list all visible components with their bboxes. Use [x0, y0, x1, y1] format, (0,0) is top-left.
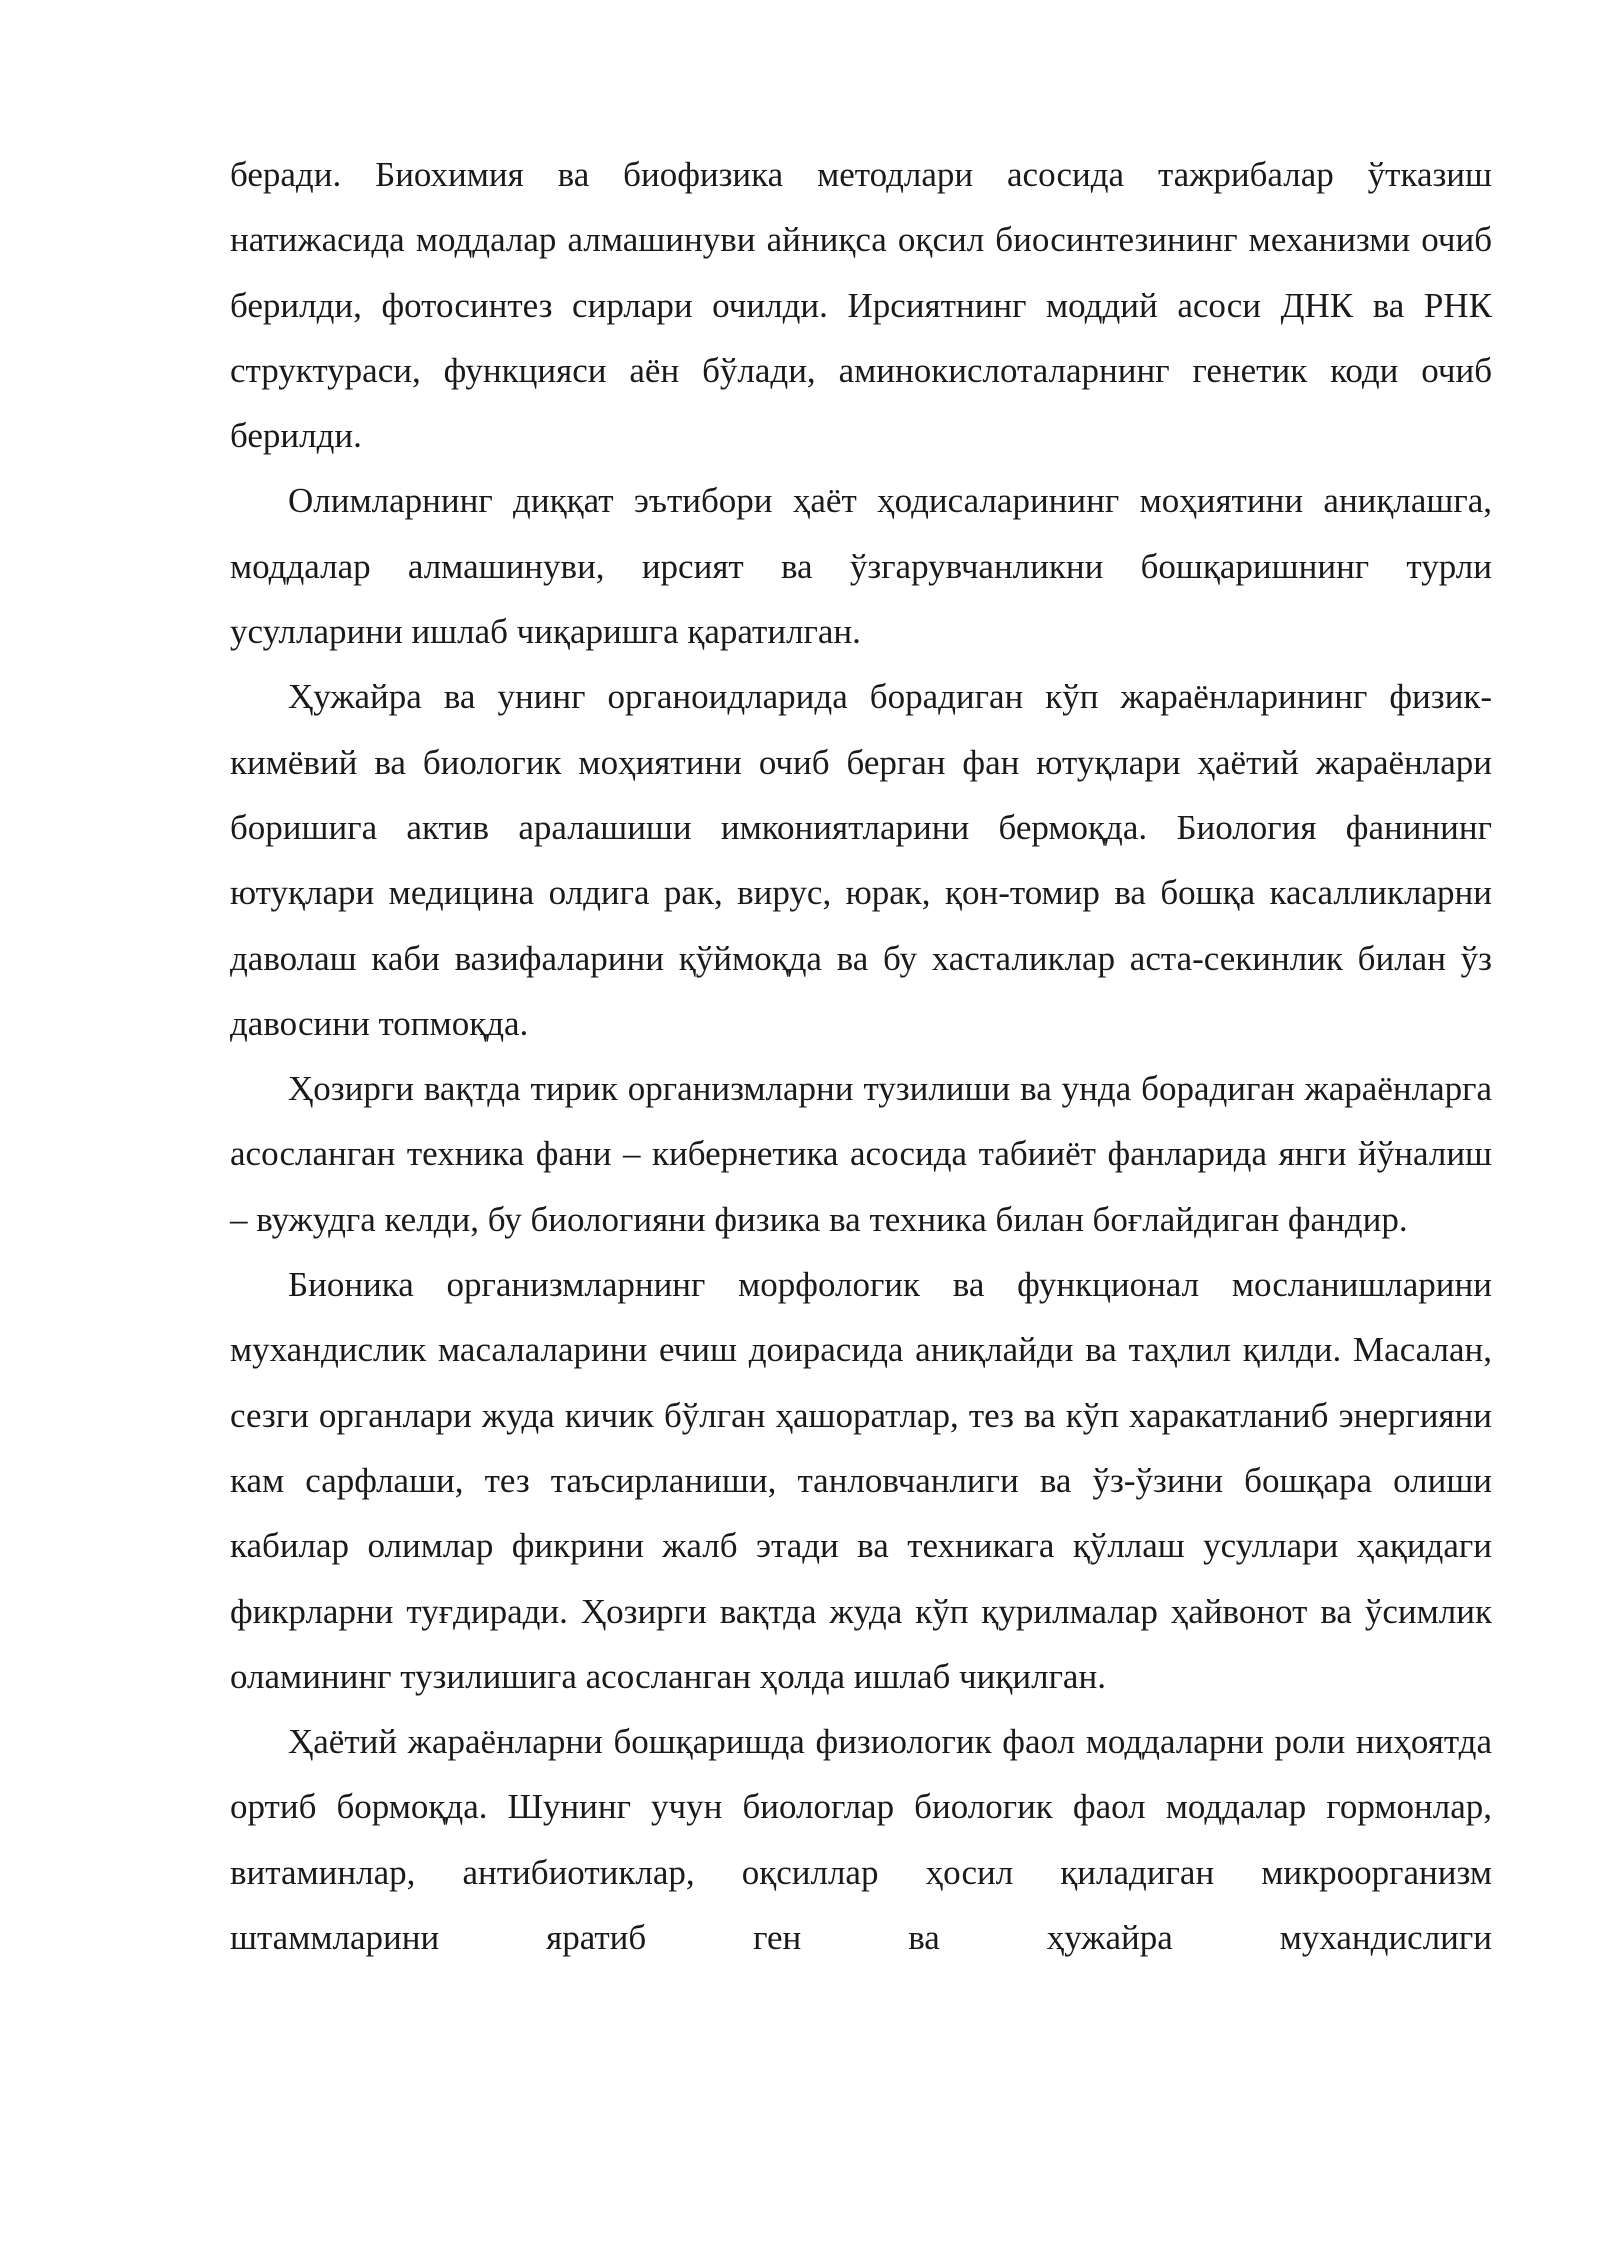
paragraph-cybernetics: Ҳозирги вақтда тирик организмларни тузилиши ва унда борадиган жараёнларга асосланган техника фани – кибернетика асосида табииёт фанларида янги йўналиш – вужудга келди, бу биологияни физика ва техника билан боғлайдиган фандир. — [230, 1069, 1492, 1239]
paragraph-continuation: беради. Биохимия ва биофизика методлари асосида тажрибалар ўтказиш натижасида моддалар алмашинуви айниқса оқсил биосинтезининг механизми очиб берилди, фотосинтез сирлари очилди. Ирсиятнинг моддий асоси ДНК ва РНК структураси, функцияси аён бўлади, аминокислоталарнинг генетик коди очиб берилди. — [230, 155, 1492, 456]
paragraph-physiological-substances: Ҳаётий жараёнларни бошқаришда физиологик фаол моддаларни роли ниҳоятда ортиб бормоқда. Шунинг учун биологлар биологик фаол моддалар гормонлар, витаминлар, антибиотиклар, оқсиллар ҳосил қиладиган микроорганизм штаммларини яратиб ген ва ҳужайра мухандислиги — [230, 1722, 1492, 1958]
paragraph-bionics: Бионика организмларнинг морфологик ва функционал мосланишларини мухандислик масалаларини ечиш доирасида аниқлайди ва таҳлил қилди. Масалан, сезги органлари жуда кичик бўлган ҳашоратлар, тез ва кўп харакатланиб энергияни кам сарфлаши, тез таъсирланиши, танловчанлиги ва ўз-ўзини бошқара олиши кабилар олимлар фикрини жалб этади ва техникага қўллаш усуллари ҳақидаги фикрларни туғдиради. Ҳозирги вақтда жуда кўп қурилмалар ҳайвонот ва ўсимлик оламининг тузилишига асосланган ҳолда ишлаб чиқилган. — [230, 1265, 1492, 1696]
body-text — [230, 142, 1492, 1970]
paragraph-cell-organoids: Ҳужайра ва унинг органоидларида борадиган кўп жараёнларининг физик-кимёвий ва биологик моҳиятини очиб берган фан ютуқлари ҳаётий жараёнлари боришига актив аралашиши имкониятларини бермоқда. Биология фанининг ютуқлари медицина олдига рак, вирус, юрак, қон-томир ва бошқа касалликларни даволаш каби вазифаларини қўймоқда ва бу хасталиклар аста-секинлик билан ўз давосини топмоқда. — [230, 677, 1492, 1043]
paragraph-scientists-attention: Олимларнинг диққат эътибори ҳаёт ҳодисаларининг моҳиятини аниқлашга, моддалар алмашинуви, ирсият ва ўзгарувчанликни бошқаришнинг турли усулларини ишлаб чиқаришга қаратилган. — [230, 481, 1492, 652]
